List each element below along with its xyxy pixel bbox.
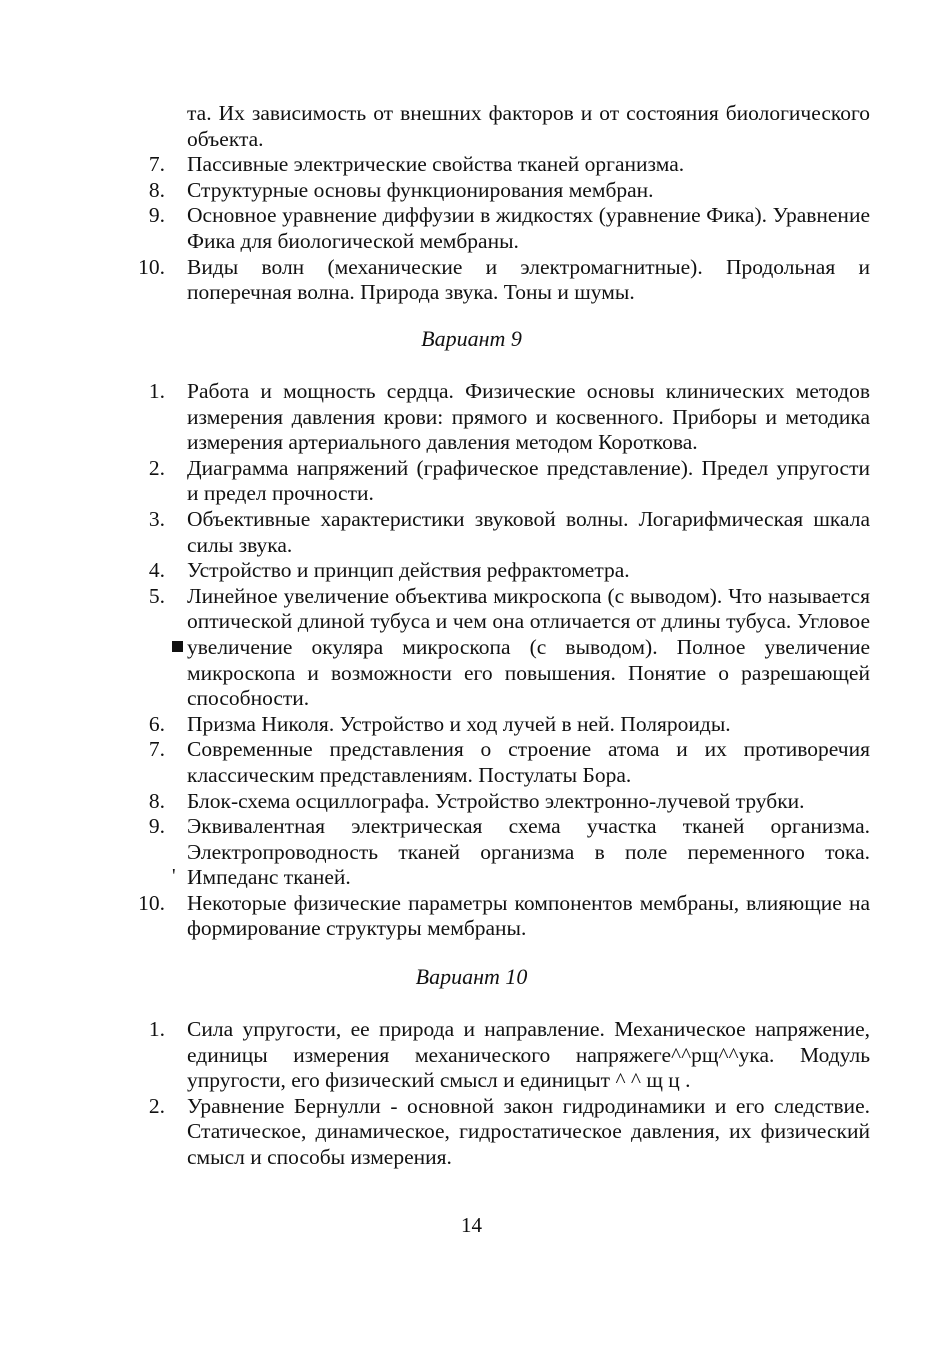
item-text: Основное уравнение диффузии в жидкостях (уравнение Фика). Уравнение Фика для биологической мембраны. — [187, 203, 870, 253]
item-number: 10. — [138, 890, 165, 915]
item-text: Линейное увеличение объектива микроскопа (с выводом). Что называется оптической длиной тубуса и чем она отличается от длины тубуса. Угловое увеличение окуляра микроскопа (с выводом). Полное увеличение микроскопа и возможности его повышения. Понятие о разрешающей способности. — [187, 583, 870, 711]
list-item — [0, 379, 943, 456]
variant-9-list — [0, 379, 943, 942]
list-item — [0, 1094, 943, 1171]
variant-9-title: Вариант 9 — [421, 326, 522, 351]
page-number: 14 — [461, 1213, 482, 1237]
bullet-square-mark — [172, 641, 183, 652]
item-number: 6. — [148, 711, 165, 736]
list-item — [0, 814, 943, 891]
item-text: Пассивные электрические свойства тканей организма. — [187, 152, 685, 177]
list-item — [0, 891, 943, 942]
apostrophe-mark: ' — [172, 865, 176, 888]
item-text: Современные представления о строение атома и их противоречия классическим представлениям. Постулаты Бора. — [187, 737, 870, 787]
item-number: 4. — [148, 558, 165, 583]
item-text: Сила упругости, ее природа и направление. Механическое напряжение, единицы измерения механического напряжеге^^рщ^^ука. Модуль упругости, его физический смысл и единицыт ^ ^ щ ц . — [187, 1017, 870, 1093]
item-text: Эквивалентная электрическая схема участка тканей организма. Электропроводность тканей организма в поле переменного тока. Импеданс тканей. — [187, 814, 870, 890]
item-text: Работа и мощность сердца. Физические основы клинических методов измерения давления крови: прямого и косвенного. Приборы и методика измерения артериального давления методом Короткова. — [187, 379, 870, 455]
list-item — [0, 507, 943, 558]
item-text: Уравнение Бернулли - основной закон гидродинамики и его следствие. Статическое, динамическое, гидростатическое давления, их физический смысл и способы измерения. — [187, 1093, 870, 1169]
item-text: Объективные характеристики звуковой волны. Логарифмическая шкала силы звука. — [187, 506, 870, 557]
list-item — [0, 712, 943, 738]
continuation-text: та. Их зависимость от внешних факторов и от состояния биологического объекта. — [187, 101, 870, 151]
list-item — [0, 737, 943, 788]
item-text: Устройство и принцип действия рефрактометра. — [187, 558, 630, 583]
top-section — [0, 101, 943, 306]
item-number: 8. — [148, 788, 165, 813]
item-number: 8. — [148, 177, 165, 202]
list-item — [0, 178, 943, 204]
item-number: 2. — [148, 1093, 165, 1118]
item-number: 7. — [148, 737, 165, 762]
variant-10-list — [0, 1017, 943, 1171]
list-item — [0, 584, 943, 712]
list-item — [0, 456, 943, 507]
list-item — [0, 203, 943, 254]
item-text: Призма Николя. Устройство и ход лучей в ней. Поляроиды. — [187, 711, 731, 736]
item-number: 1. — [148, 379, 165, 403]
item-number: 7. — [148, 152, 165, 177]
item-text: Диаграмма напряжений (графическое представление). Предел упругости и предел прочности. — [187, 455, 870, 506]
item-text: Структурные основы функционирования мембран. — [187, 177, 654, 202]
item-text: Блок-схема осциллографа. Устройство электронно-лучевой трубки. — [187, 788, 805, 813]
item-number: 9. — [148, 814, 165, 839]
list-item — [0, 1017, 943, 1094]
item-text: Виды волн (механические и электромагнитные). Продольная и поперечная волна. Природа звука. Тоны и шумы. — [187, 254, 870, 305]
item-number: 1. — [148, 1017, 165, 1041]
item-number: 9. — [148, 203, 165, 228]
list-item — [0, 789, 943, 815]
item-number: 5. — [148, 583, 165, 608]
item-number: 2. — [148, 455, 165, 480]
list-item — [0, 152, 943, 178]
item-number: 10. — [138, 254, 165, 279]
list-item — [0, 558, 943, 584]
item-text: Некоторые физические параметры компонентов мембраны, влияющие на формирование структуры мембраны. — [187, 890, 870, 941]
list-item — [0, 255, 943, 306]
variant-10-title: Вариант 10 — [415, 964, 528, 989]
item-number: 3. — [148, 506, 165, 531]
